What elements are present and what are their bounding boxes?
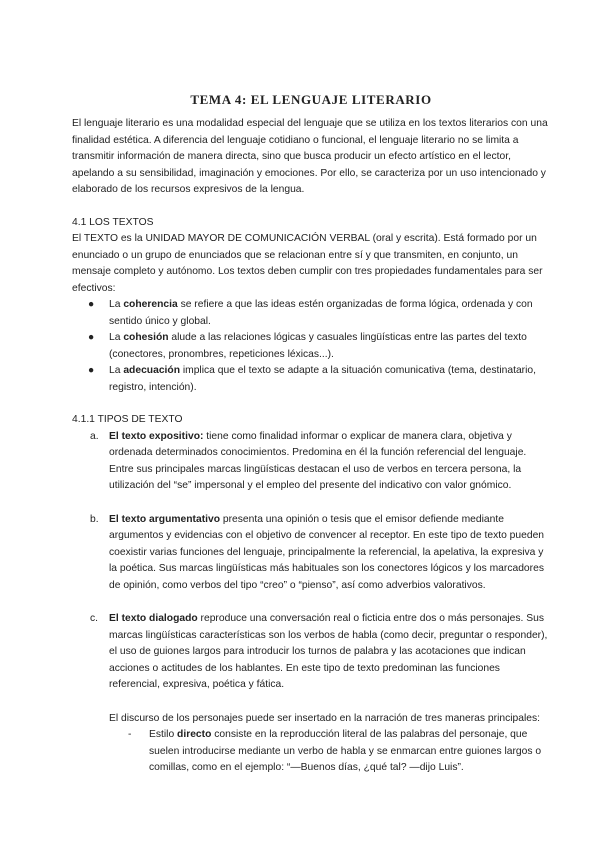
list-item bbox=[72, 611, 550, 694]
item-text: reproduce una conversación real o ficticia entre dos o más personajes. Sus marcas lingüísticas características son los verbos de habla (como decir, preguntar o responder), el uso de guiones largos para introducir los turnos de palabra y las acotaciones que indican acciones o actitudes de los hablantes. En este tipo de texto predominan las funciones referencial, expresiva, poética y fática. bbox=[109, 613, 548, 690]
item-term: directo bbox=[177, 729, 212, 740]
intro-paragraph: El lenguaje literario es una modalidad especial del lenguaje que se utiliza en los textos literarios con una finalidad estética. A diferencia del lenguaje cotidiano o funcional, el lenguaje literario no se limita a transmitir información de manera directa, sino que busca producir un efecto artístico en el lector, apelando a su sensibilidad, imaginación y emociones. Por ello, se caracteriza por un uso intencionado y elaborado de los recursos expresivos de la lengua. bbox=[72, 118, 548, 195]
item-term: El texto expositivo: bbox=[109, 430, 204, 442]
section-heading-textos: 4.1 LOS TEXTOS bbox=[72, 216, 154, 228]
dash-marker: - bbox=[128, 729, 132, 740]
item-text: presenta una opinión o tesis que el emisor defiende mediante argumentos y evidencias con el objetivo de convencer al receptor. En este tipo de texto pueden coexistir varias funciones del lenguaje, principalmente la referencial, la apelativa, la expresiva y la poética. Sus marcas lingüísticas más habituales son los conectores lógicos y los marcadores de opinión, como verbos del tipo “creo” o “pienso”, así como adverbios valorativos. bbox=[109, 513, 545, 591]
item-prefix: La bbox=[109, 332, 124, 343]
item-text: alude a las relaciones lógicas y casuales lingüísticas entre las partes del texto (conectores, pronombres, repeticiones léxicas...). bbox=[109, 332, 527, 360]
item-text: implica que el texto se adapte a la situación comunicativa (tema, destinatario, registro, intención). bbox=[109, 365, 536, 393]
bullet-icon: ● bbox=[88, 299, 95, 310]
item-text: consiste en la reproducción literal de las palabras del personaje, que suelen introducirse mediante un verbo de habla y se enmarcan entre guiones largos o comillas, como en el ejemplo: “—Buenos días, ¿qué tal? —dijo Luis”. bbox=[149, 729, 542, 773]
item-prefix: La bbox=[109, 299, 124, 310]
item-text: tiene como finalidad informar o explicar de manera clara, objetiva y ordenada determinados conocimientos. Predomina en él la función referencial del lenguaje. Entre sus principales marcas lingüísticas destacan el uso de verbos en tercera persona, la utilización del “se” impersonal y el empleo del presente del indicativo con valor gnómico. bbox=[109, 430, 527, 491]
section-body-textos: El TEXTO es la UNIDAD MAYOR DE COMUNICACIÓN VERBAL (oral y escrita). Está formado por un enunciado o un grupo de enunciados que se relacionan entre sí y que transmiten, en conjunto, un mensaje completo y autónomo. Los textos deben cumplir con tres propiedades fundamentales para ser efectivos: bbox=[72, 233, 543, 294]
item-term: El texto dialogado bbox=[109, 613, 198, 624]
item-term: El texto argumentativo bbox=[109, 513, 220, 525]
list-marker: b. bbox=[90, 513, 99, 525]
item-prefix: La bbox=[109, 365, 124, 376]
bullet-icon: ● bbox=[88, 332, 95, 343]
text-types-list bbox=[72, 429, 550, 694]
item-term: cohesión bbox=[123, 332, 169, 343]
list-marker: c. bbox=[90, 613, 99, 624]
item-term: coherencia bbox=[123, 299, 178, 310]
list-item bbox=[72, 330, 550, 363]
bullet-icon: ● bbox=[88, 365, 95, 376]
item-term: adecuación bbox=[123, 365, 180, 376]
discourse-intro: El discurso de los personajes puede ser insertado en la narración de tres maneras principales: bbox=[109, 712, 540, 724]
item-prefix: Estilo bbox=[149, 729, 178, 740]
section-heading-tipos: 4.1.1 TIPOS DE TEXTO bbox=[72, 414, 183, 425]
list-item bbox=[128, 727, 550, 777]
list-marker: a. bbox=[90, 430, 99, 442]
discourse-styles-list bbox=[72, 727, 550, 777]
list-item bbox=[72, 429, 550, 495]
item-text: se refiere a que las ideas estén organizadas de forma lógica, ordenada y con sentido único y global. bbox=[109, 299, 533, 327]
list-item bbox=[72, 363, 550, 396]
list-item bbox=[72, 297, 550, 330]
properties-list bbox=[72, 297, 550, 396]
document-title: TEMA 4: EL LENGUAJE LITERARIO bbox=[190, 92, 432, 107]
list-item bbox=[72, 512, 550, 595]
